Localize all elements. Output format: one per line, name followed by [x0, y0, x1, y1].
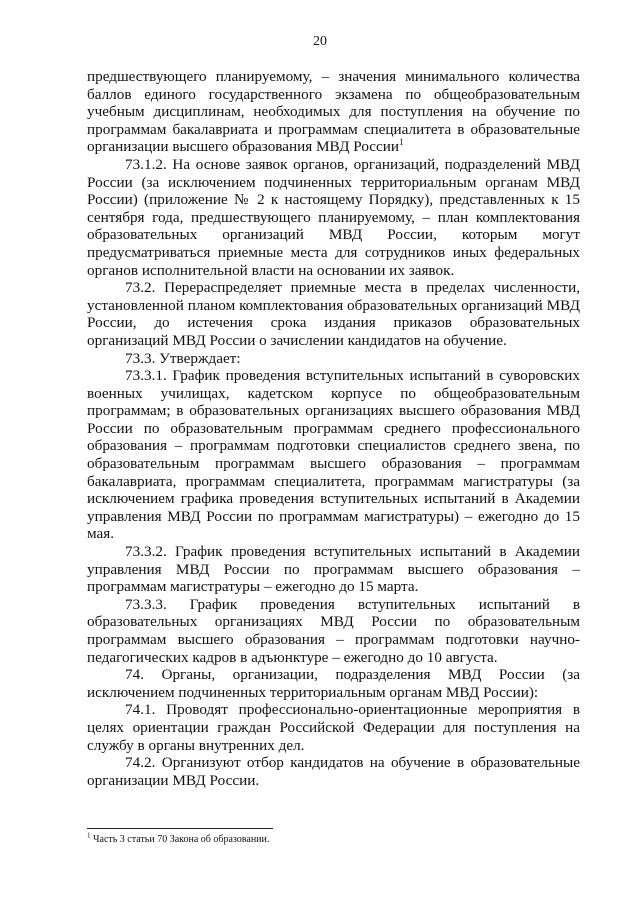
- footnote-reference: 1: [399, 137, 404, 148]
- paragraph-73-3-2: 73.3.2. График проведения вступительных испытаний в Академии управления МВД России по программам высшего образования – программам магистратуры – ежегодно до 15 марта.: [87, 543, 580, 596]
- paragraph-text: предшествующего планируемому, – значения минимального количества баллов единого государственного экзамена по общеобразовательным учебным дисциплинам, необходимых для поступления на обучение по программам бакалавриата и программам специалитета в образовательные организации высшего образования МВД России: [87, 68, 580, 156]
- body-text: [87, 68, 580, 789]
- paragraph-0: [87, 68, 580, 156]
- paragraph-73-1-2: 73.1.2. На основе заявок органов, организаций, подразделений МВД России (за исключением подчиненных территориальным органам МВД России) (приложение № 2 к настоящему Порядку), представленных к 15 сентября года, предшествующего планируемому, – план комплектования образовательных организаций МВД России, которым могут предусматриваться приемные места для сотрудников иных федеральных органов исполнительной власти на основании их заявок.: [87, 155, 580, 279]
- page-number: 20: [313, 34, 327, 49]
- paragraph-73-3-1: 73.3.1. График проведения вступительных испытаний в суворовских военных училищах, кадетском корпусе по общеобразовательным программам; в образовательных организациях высшего образования МВД России по образовательным программам среднего профессионального образования – программам подготовки специалистов среднего звена, по образовательным программам высшего образования – программам бакалавриата, программам специалитета, программам магистратуры (за исключением графика проведения вступительных испытаний в Академии управления МВД России по программам магистратуры) – ежегодно до 15 мая.: [87, 367, 580, 543]
- paragraph-74-2: 74.2. Организуют отбор кандидатов на обучение в образовательные организации МВД России.: [87, 754, 580, 789]
- paragraph-74-1: 74.1. Проводят профессионально-ориентационные мероприятия в целях ориентации граждан Российской Федерации для поступления на службу в органы внутренних дел.: [87, 701, 580, 754]
- paragraph-74: 74. Органы, организации, подразделения МВД России (за исключением подчиненных территориальным органам МВД России):: [87, 666, 580, 701]
- footnote-text: Часть 3 статьи 70 Закона об образовании.: [93, 834, 270, 845]
- footnote-divider: [87, 828, 273, 829]
- paragraph-73-3: 73.3. Утверждает:: [125, 349, 241, 367]
- paragraph-73-3-3: 73.3.3. График проведения вступительных испытаний в образовательных организациях МВД России по образовательным программам высшего образования – программам подготовки научно-педагогических кадров в адъюнктуре – ежегодно до 10 августа.: [87, 595, 580, 666]
- footnote-marker: 1: [87, 831, 91, 840]
- paragraph-73-2: 73.2. Перераспределяет приемные места в пределах численности, установленной планом комплектования образовательных организаций МВД России, до истечения срока издания приказов образовательных организаций МВД России о зачислении кандидатов на обучение.: [87, 279, 580, 349]
- footnote: [87, 831, 580, 846]
